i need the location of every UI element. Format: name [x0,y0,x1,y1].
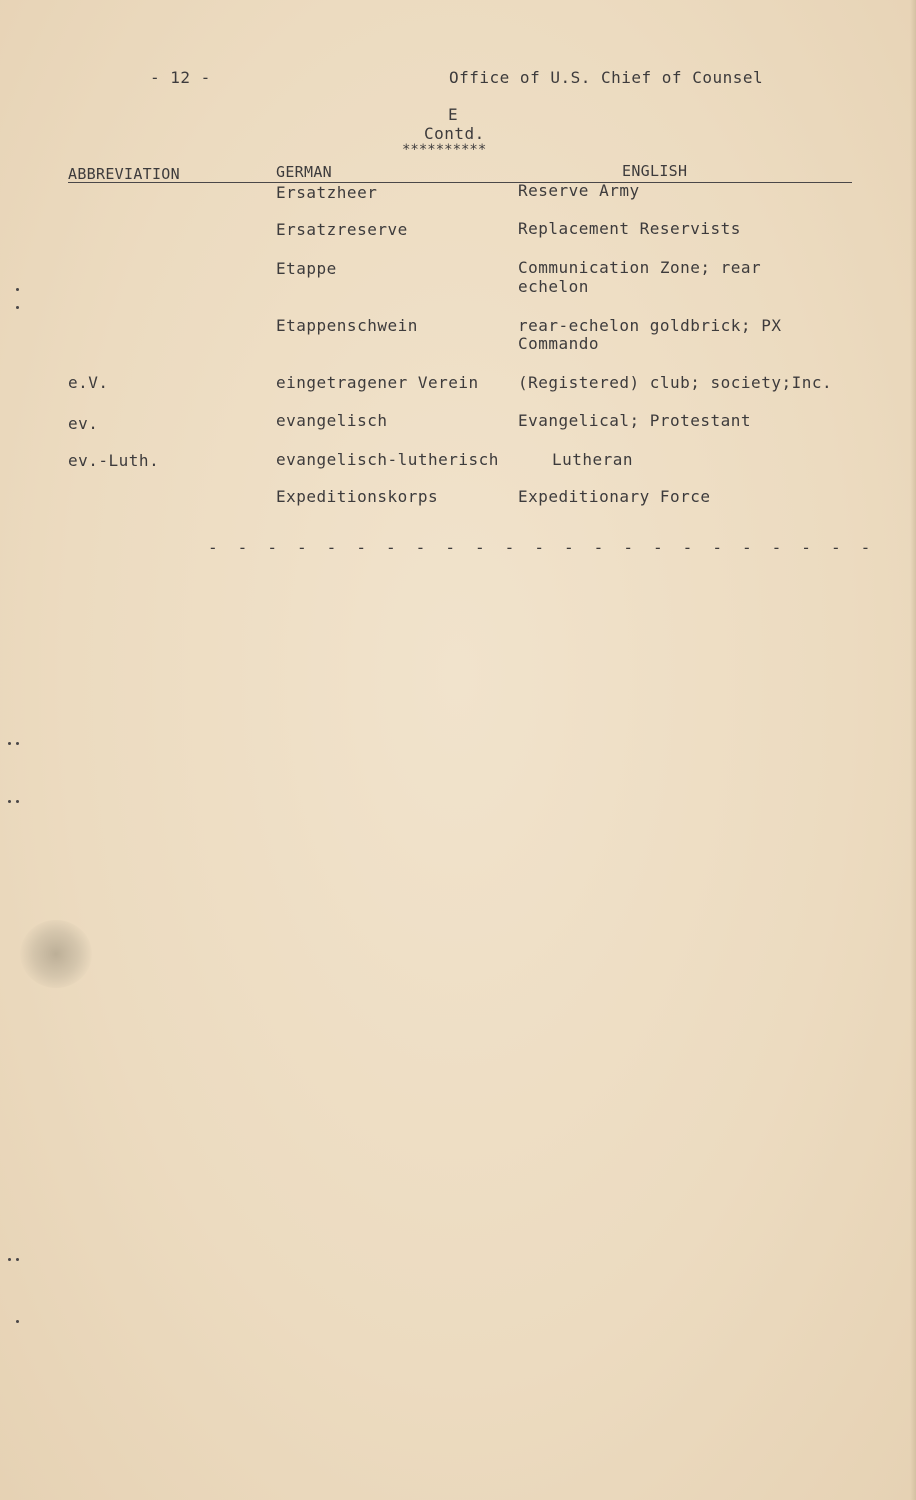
office-title: Office of U.S. Chief of Counsel [449,68,764,87]
entry-english: Evangelical; Protestant [518,411,752,430]
paper-speck [16,742,19,745]
paper-speck [16,306,19,309]
section-contd: Contd. [424,124,485,143]
column-header-german: GERMAN [276,163,332,181]
paper-speck [16,1258,19,1261]
page-edge-shadow [910,0,916,1500]
entry-german: eingetragener Verein [276,373,479,392]
entry-german: evangelisch [276,411,388,430]
section-letter: E [448,105,459,124]
entry-german: Ersatzreserve [276,220,408,239]
paper-speck [8,742,11,745]
entry-german: evangelisch-lutherisch [276,450,499,469]
entry-abbreviation: ev.-Luth. [68,451,160,470]
entry-english-continuation: Commando [518,334,600,353]
entry-german: Expeditionskorps [276,487,439,506]
paper-stain [20,920,92,988]
section-stars: ********** [402,142,487,158]
paper-speck [8,800,11,803]
paper-speck [16,1320,19,1323]
entry-english: Reserve Army [518,181,640,200]
entry-german: Ersatzheer [276,183,378,202]
end-dashed-rule: - - - - - - - - - - - - - - - - - - - - - - - [208,538,876,557]
entry-german: Etappenschwein [276,316,418,335]
entry-english: Lutheran [552,450,634,469]
entry-english-continuation: echelon [518,277,589,296]
entry-english: Expeditionary Force [518,487,711,506]
entry-english: Replacement Reservists [518,219,741,238]
entry-german: Etappe [276,259,337,278]
entry-abbreviation: e.V. [68,373,109,392]
entry-english: Communication Zone; rear [518,258,762,277]
header-rule [68,182,852,183]
column-header-english: ENGLISH [622,162,688,180]
column-header-abbreviation: ABBREVIATION [68,165,180,183]
paper-speck [8,1258,11,1261]
entry-english: rear-echelon goldbrick; PX [518,316,782,335]
paper-speck [16,288,19,291]
page-number: - 12 - [150,68,211,87]
paper-speck [16,800,19,803]
entry-abbreviation: ev. [68,414,99,433]
entry-english: (Registered) club; society;Inc. [518,373,833,392]
